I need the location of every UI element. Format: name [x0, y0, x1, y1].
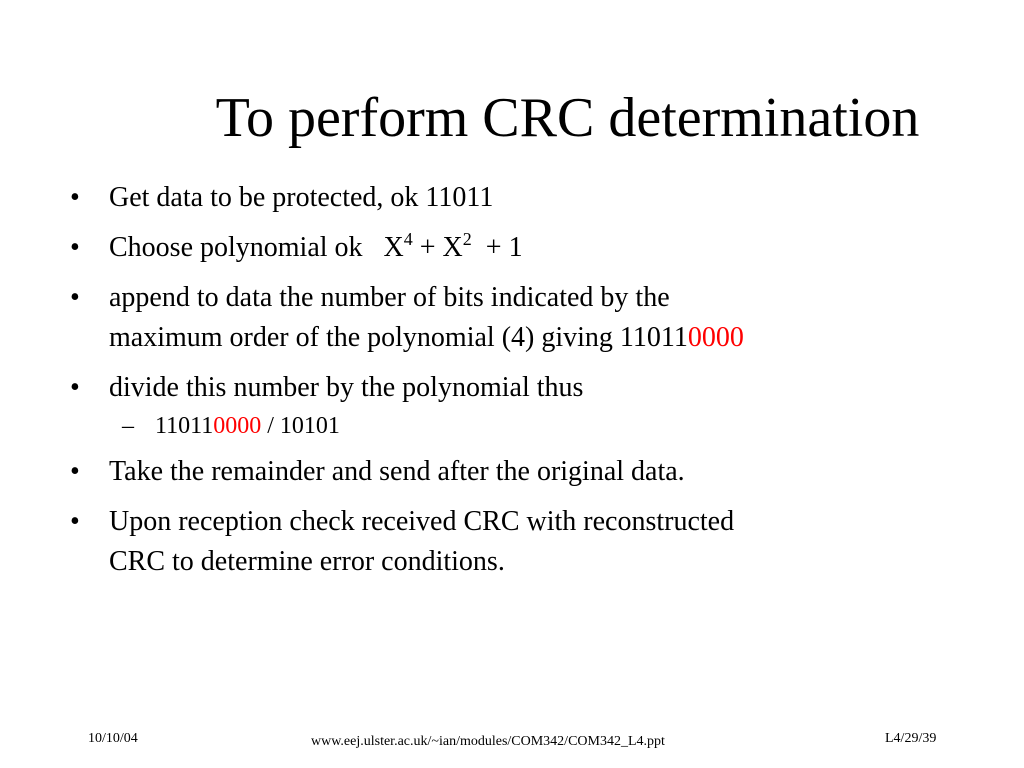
- bullet-item: [70, 368, 970, 408]
- bullet-item: [70, 178, 970, 218]
- division-dividend: 11011: [155, 413, 214, 439]
- bullet-line: Upon reception check received CRC with reconstructed: [109, 506, 735, 537]
- bullet-text: [109, 278, 970, 358]
- division-divisor: / 10101: [261, 413, 340, 439]
- slide-title: To perform CRC determination: [215, 87, 920, 149]
- bullet-marker: •: [70, 456, 80, 487]
- polynomial-text: [109, 228, 970, 268]
- bullet-marker: •: [70, 506, 80, 537]
- bullet-list: [70, 178, 970, 592]
- appended-zeros: 0000: [687, 322, 744, 353]
- bullet-item: [70, 452, 970, 492]
- exponent: 2: [462, 229, 472, 249]
- footer-page-number: L4/29/39: [885, 731, 937, 746]
- bullet-text: divide this number by the polynomial thus: [109, 372, 584, 403]
- bullet-marker: •: [70, 372, 80, 403]
- bullet-line: CRC to determine error conditions.: [109, 546, 505, 577]
- sub-bullet-item: [70, 408, 970, 444]
- bullet-item: [70, 502, 970, 582]
- sub-bullet-marker: –: [122, 413, 134, 439]
- polynomial-prefix: Choose polynomial ok X: [109, 232, 404, 263]
- bullet-marker: •: [70, 232, 80, 263]
- appended-zeros: 0000: [213, 413, 262, 439]
- polynomial-suffix: + 1: [471, 232, 523, 263]
- bullet-text: Take the remainder and send after the original data.: [109, 456, 685, 487]
- footer-url: www.eej.ulster.ac.uk/~ian/modules/COM342/COM342_L4.ppt: [311, 734, 665, 749]
- exponent: 4: [403, 229, 413, 249]
- bullet-text: Get data to be protected, ok 11011: [109, 182, 494, 213]
- bullet-item: [70, 278, 970, 358]
- footer-date: 10/10/04: [88, 731, 138, 746]
- bullet-item: [70, 228, 970, 268]
- bullet-marker: •: [70, 282, 80, 313]
- polynomial-mid: + X: [412, 232, 463, 263]
- bullet-line: append to data the number of bits indicated by the: [109, 282, 670, 313]
- bullet-marker: •: [70, 182, 80, 213]
- bullet-line: maximum order of the polynomial (4) giving 11011: [109, 322, 688, 353]
- bullet-text: [109, 502, 970, 582]
